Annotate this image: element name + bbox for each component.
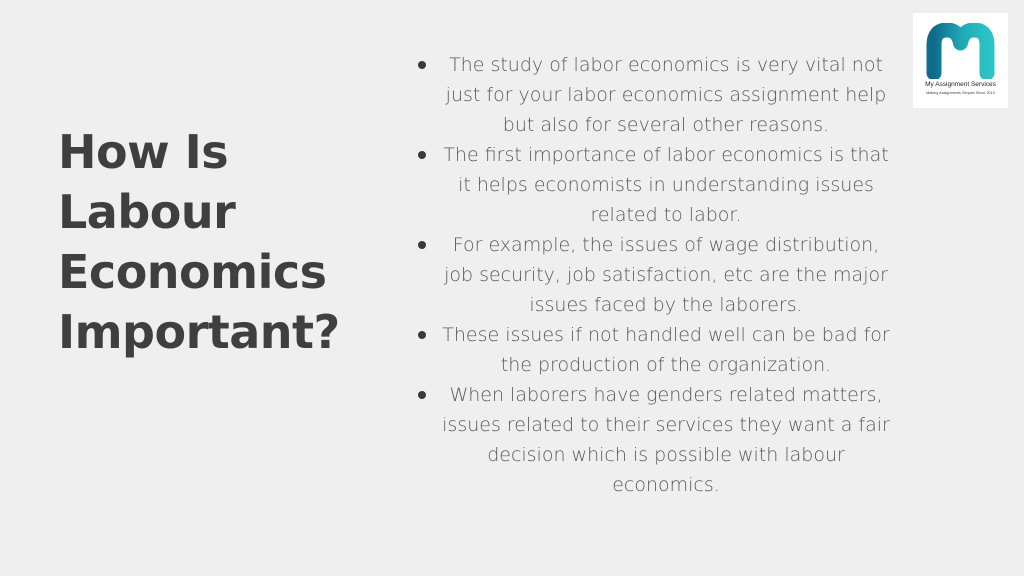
bullet-item [414, 230, 904, 320]
bullet-item [414, 380, 904, 500]
bullet-dot-icon [418, 331, 426, 339]
bullet-text: These issues if not handled well can be bad for the production of the organization. [442, 324, 890, 376]
bullet-text: The study of labor economics is very vital not just for your labor economics assignment help but also for several other reasons. [445, 54, 887, 136]
bullet-list [414, 50, 904, 500]
m-logo-icon [925, 23, 996, 79]
bullet-text: The first importance of labor economics is that it helps economists in understanding issues related to labor. [443, 144, 889, 226]
logo-name: My Assignment Services [925, 81, 996, 88]
bullet-dot-icon [418, 151, 426, 159]
bullet-dot-icon [418, 61, 426, 69]
bullet-dot-icon [418, 391, 426, 399]
slide-title: How Is Labour Economics Important? [58, 125, 340, 359]
logo-tagline: Making Assignments Simpler Since 2010 [926, 91, 995, 95]
bullet-item [414, 50, 904, 140]
bullet-text: When laborers have genders related matters, issues related to their services they want a fair decision which is possible with labour economics. [442, 384, 890, 496]
brand-logo [913, 13, 1008, 108]
bullet-item [414, 140, 904, 230]
bullet-dot-icon [418, 241, 426, 249]
bullet-text: For example, the issues of wage distribution, job security, job satisfaction, etc are the major issues faced by the laborers. [444, 234, 888, 316]
bullet-item [414, 320, 904, 380]
